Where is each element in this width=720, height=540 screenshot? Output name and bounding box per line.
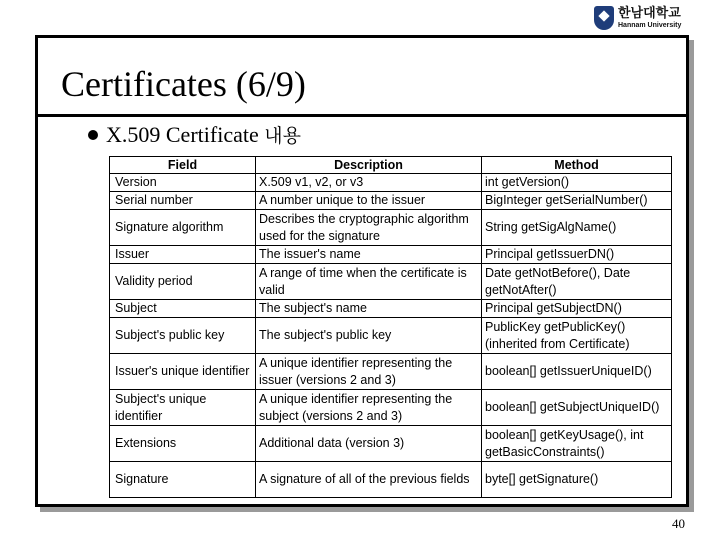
- table-row: [110, 462, 672, 498]
- cell-method: Principal getIssuerDN(): [482, 246, 672, 264]
- cell-field: Serial number: [110, 192, 256, 210]
- cell-field: Signature: [110, 462, 256, 498]
- cell-description: X.509 v1, v2, or v3: [256, 174, 482, 192]
- cell-field: Subject's unique identifier: [110, 390, 256, 426]
- cell-description: Describes the cryptographic algorithm used for the signature: [256, 210, 482, 246]
- table-row: [110, 426, 672, 462]
- table-row: [110, 210, 672, 246]
- bullet-dot-icon: [88, 130, 98, 140]
- cell-field: Subject's public key: [110, 318, 256, 354]
- slide-title: Certificates (6/9): [61, 64, 306, 104]
- header-method: Method: [482, 157, 672, 174]
- header-description: Description: [256, 157, 482, 174]
- cell-description: The issuer's name: [256, 246, 482, 264]
- logo-english-name: Hannam University: [618, 22, 682, 29]
- bullet-text-main: X.509 Certificate: [106, 122, 259, 147]
- cell-method: Date getNotBefore(), Date getNotAfter(): [482, 264, 672, 300]
- cell-field: Subject: [110, 300, 256, 318]
- cell-method: boolean[] getKeyUsage(), int getBasicConstraints(): [482, 426, 672, 462]
- table-row: [110, 354, 672, 390]
- page-number: 40: [672, 516, 685, 531]
- university-logo: [594, 6, 692, 32]
- cell-description: The subject's public key: [256, 318, 482, 354]
- university-emblem-icon: [594, 6, 614, 30]
- table-row: [110, 264, 672, 300]
- cell-field: Validity period: [110, 264, 256, 300]
- cell-method: int getVersion(): [482, 174, 672, 192]
- certificate-fields-table: [109, 156, 672, 498]
- cell-description: A unique identifier representing the subject (versions 2 and 3): [256, 390, 482, 426]
- table-row: [110, 174, 672, 192]
- table-row: [110, 300, 672, 318]
- table-row: [110, 318, 672, 354]
- table-row: [110, 246, 672, 264]
- title-box: [38, 38, 686, 117]
- cell-description: Additional data (version 3): [256, 426, 482, 462]
- cell-field: Issuer's unique identifier: [110, 354, 256, 390]
- cell-field: Version: [110, 174, 256, 192]
- cell-method: boolean[] getSubjectUniqueID(): [482, 390, 672, 426]
- cell-method: byte[] getSignature(): [482, 462, 672, 498]
- table-row: [110, 390, 672, 426]
- cell-description: The subject's name: [256, 300, 482, 318]
- logo-korean-name: 한남대학교: [618, 6, 681, 21]
- cell-method: BigInteger getSerialNumber(): [482, 192, 672, 210]
- cell-method: boolean[] getIssuerUniqueID(): [482, 354, 672, 390]
- table-row: [110, 192, 672, 210]
- table-header-row: [110, 157, 672, 174]
- cell-method: Principal getSubjectDN(): [482, 300, 672, 318]
- bullet-text-korean: 내용: [264, 125, 301, 147]
- header-field: Field: [110, 157, 256, 174]
- cell-method: String getSigAlgName(): [482, 210, 672, 246]
- cell-field: Issuer: [110, 246, 256, 264]
- bullet-text: [106, 122, 301, 149]
- cell-method: PublicKey getPublicKey() (inherited from Certificate): [482, 318, 672, 354]
- cell-description: A signature of all of the previous fields: [256, 462, 482, 498]
- cell-description: A unique identifier representing the issuer (versions 2 and 3): [256, 354, 482, 390]
- cell-field: Signature algorithm: [110, 210, 256, 246]
- cell-field: Extensions: [110, 426, 256, 462]
- cell-description: A range of time when the certificate is valid: [256, 264, 482, 300]
- cell-description: A number unique to the issuer: [256, 192, 482, 210]
